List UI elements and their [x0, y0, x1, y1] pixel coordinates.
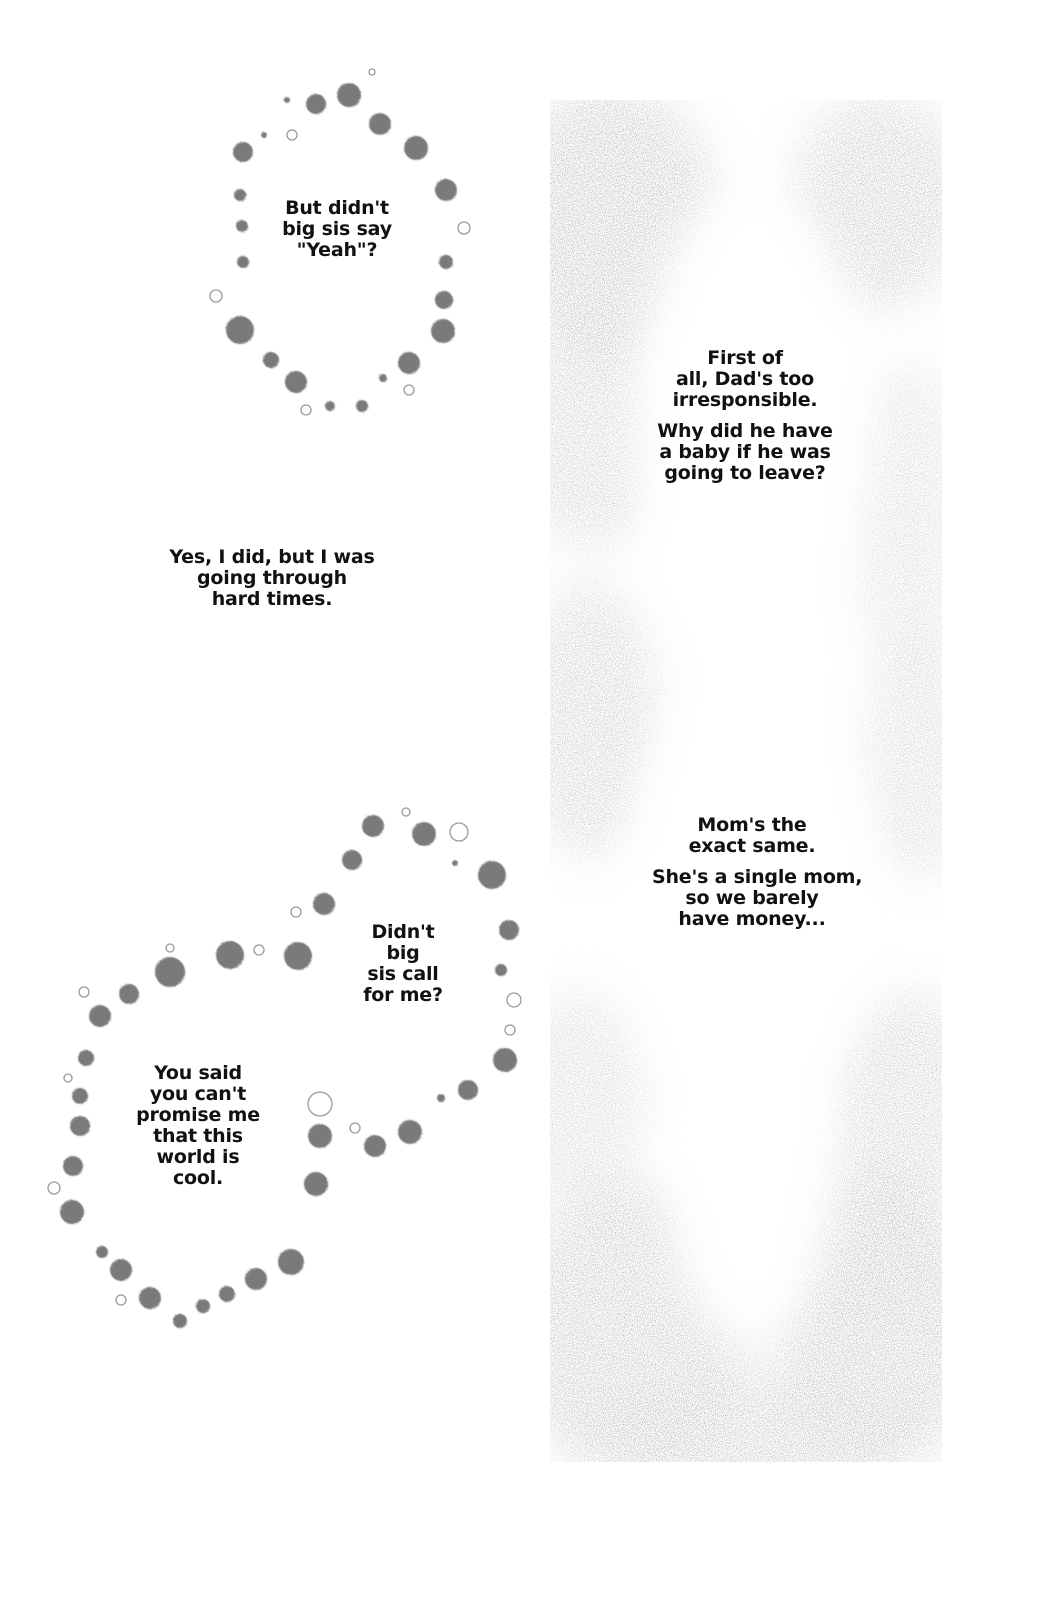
dialogue-line: that this: [153, 1125, 243, 1147]
dialogue-line: going through: [197, 567, 347, 589]
dialogue-line: "Yeah"?: [296, 239, 378, 261]
narration-line: First of: [707, 347, 783, 369]
narration-right-top: [650, 348, 840, 484]
dialogue-line: big sis say: [282, 218, 392, 240]
narration-line: exact same.: [688, 835, 816, 857]
narration-line: a baby if he was: [659, 441, 831, 463]
dialogue-lower-small: [348, 922, 458, 1006]
screentone-texture: [550, 100, 942, 1462]
narration-line: Mom's the: [697, 814, 807, 836]
dialogue-line: Yes, I did, but I was: [169, 546, 375, 568]
narration-line: all, Dad's too: [675, 368, 814, 390]
dialogue-line: hard times.: [211, 588, 333, 610]
narration-line: going to leave?: [664, 462, 826, 484]
dialogue-line: for me?: [363, 984, 443, 1006]
dialogue-line: Didn't: [371, 921, 435, 943]
narration-line: She's a single mom,: [652, 866, 863, 888]
screentone-panel: [550, 100, 942, 1462]
dialogue-middle-left: [162, 547, 382, 610]
dialogue-line: you can't: [149, 1083, 247, 1105]
dialogue-line: cool.: [172, 1167, 224, 1189]
dialogue-line: big: [386, 942, 420, 964]
dialogue-line: You said: [154, 1062, 242, 1084]
narration-line: Why did he have: [657, 420, 833, 442]
narration-line: so we barely: [685, 887, 819, 909]
narration-line: irresponsible.: [672, 389, 818, 411]
dialogue-line: sis call: [367, 963, 439, 985]
bubble-outline-lower: [60, 815, 519, 1328]
dialogue-line: But didn't: [285, 197, 389, 219]
narration-line: have money...: [678, 908, 826, 930]
narration-right-bottom: [652, 814, 863, 930]
dialogue-top-left: [262, 198, 412, 261]
dialogue-line: world is: [156, 1146, 240, 1168]
dialogue-line: promise me: [136, 1104, 260, 1126]
dialogue-lower-big: [133, 1063, 263, 1189]
